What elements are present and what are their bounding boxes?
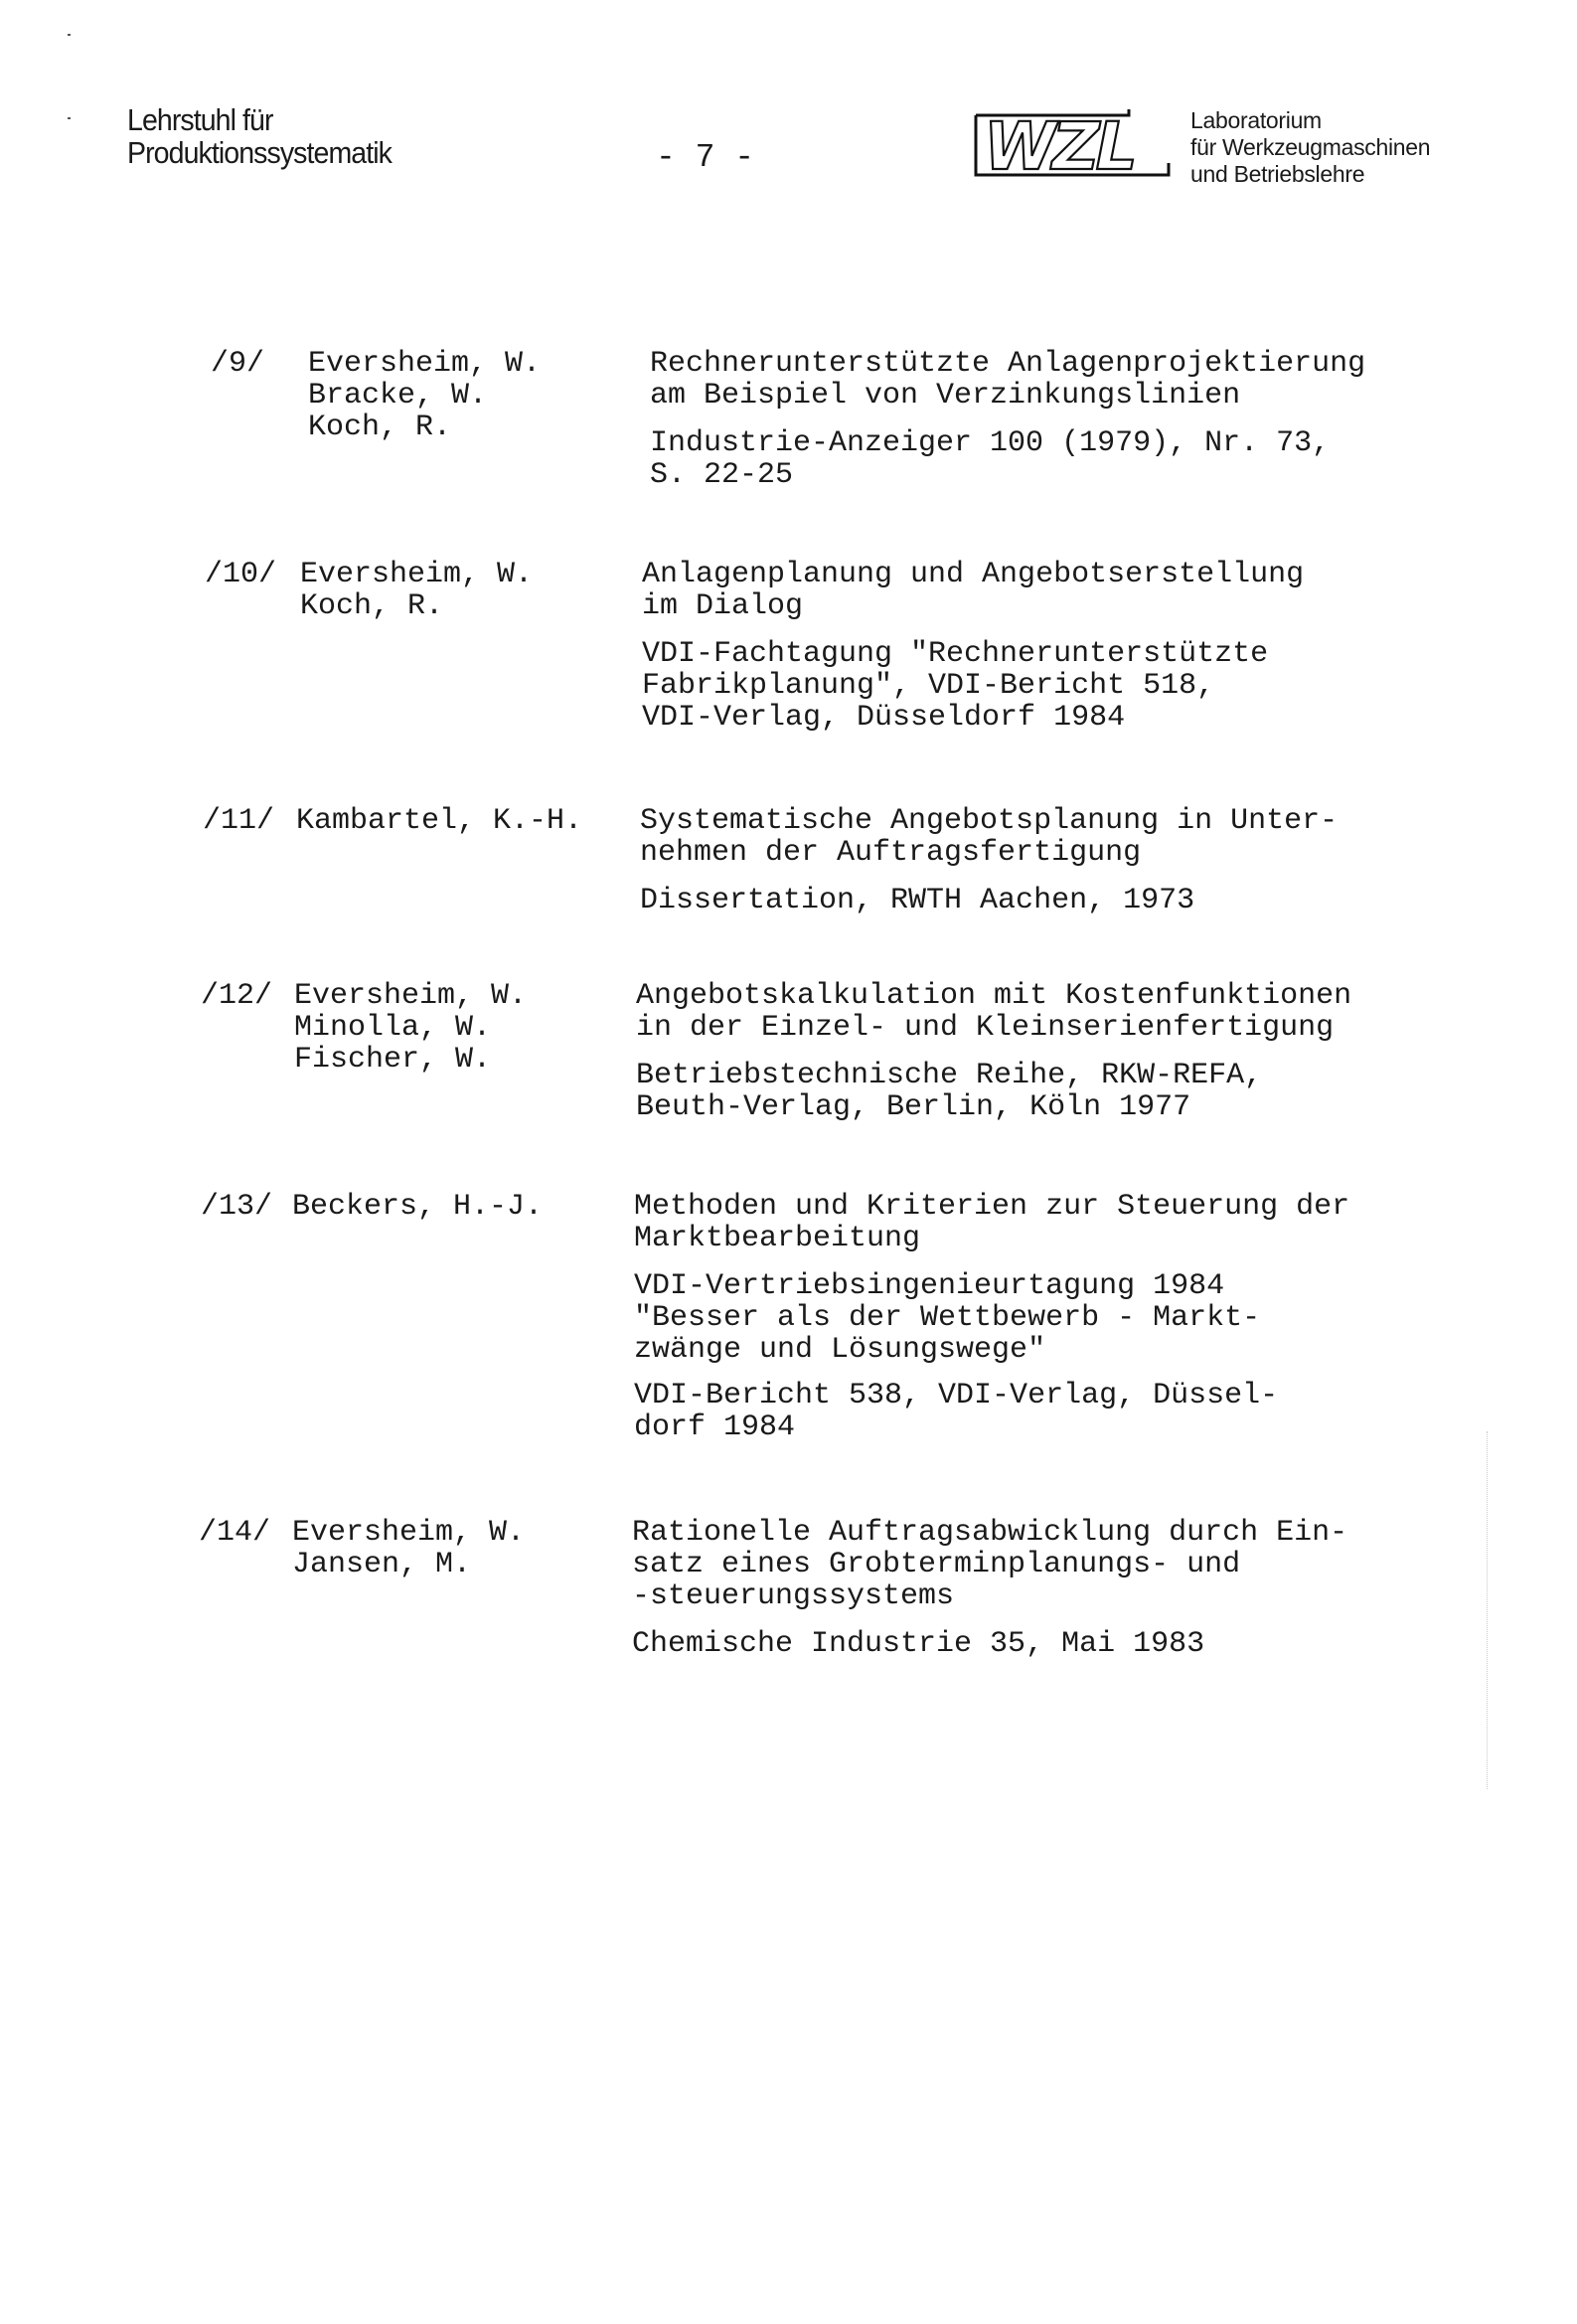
publication-line: VDI-Fachtagung "Rechnerunterstützte [642,637,1269,671]
reference-publication [634,1270,1409,1366]
reference-authors [292,1517,525,1580]
author: Koch, R. [308,411,452,444]
institution-line-2: Produktionssystematik [127,135,392,170]
institution-line-1: Lehrstuhl für [127,102,273,137]
author: Kambartel, K.-H. [296,804,583,838]
reference-authors [296,805,582,837]
author: Jansen, M. [292,1548,472,1581]
reference-publication [636,1060,1411,1123]
reference-text [642,559,1417,734]
reference-number: /13/ [201,1190,273,1224]
author: Eversheim, W. [308,347,542,381]
reference-title [636,980,1411,1044]
institution-name [127,103,392,169]
publication-line: S. 22-25 [650,458,794,492]
reference-number: /14/ [199,1516,271,1550]
title-line: -steuerungssystems [632,1579,955,1613]
author: Beckers, H.-J. [292,1190,544,1224]
reference-title [650,348,1425,412]
reference-publication [634,1380,1409,1443]
reference-number: /9/ [211,347,265,381]
reference-text [650,348,1425,491]
wzl-logo [970,105,1175,183]
reference-authors [300,559,533,622]
title-line: Methoden und Kriterien zur Steuerung der [634,1190,1350,1224]
laboratory-line-1: Laboratorium [1190,107,1322,133]
reference-authors [292,1191,543,1223]
author: Minolla, W. [294,1011,492,1045]
title-line: Rechnerunterstützte Anlagenprojektierung [650,347,1366,381]
publication-line: Betriebstechnische Reihe, RKW-REFA, [636,1059,1263,1092]
publication-line: VDI-Bericht 538, VDI-Verlag, Düssel- [634,1379,1279,1412]
laboratory-name [1190,107,1430,188]
page-number: - 7 - [656,139,755,176]
reference-text [636,980,1411,1123]
reference-publication [650,427,1425,491]
reference-title [640,805,1415,869]
reference-title [634,1191,1409,1254]
publication-line: Fabrikplanung", VDI-Bericht 518, [642,669,1215,703]
author: Eversheim, W. [292,1516,526,1550]
wzl-logo-lettering: WZL [984,108,1134,183]
publication-line: "Besser als der Wettbewerb - Markt- [634,1301,1261,1335]
reference-publication [632,1628,1407,1660]
title-line: am Beispiel von Verzinkungslinien [650,379,1241,413]
author: Eversheim, W. [294,979,528,1013]
publication-line: VDI-Verlag, Düsseldorf 1984 [642,701,1126,735]
author: Eversheim, W. [300,558,534,591]
reference-number: /10/ [205,558,277,591]
title-line: im Dialog [642,589,804,623]
author: Fischer, W. [294,1043,492,1077]
reference-number: /11/ [203,804,275,838]
scan-speck [68,117,71,119]
reference-authors [294,980,527,1076]
reference-publication [642,638,1417,734]
title-line: satz eines Grobterminplanungs- und [632,1548,1241,1581]
publication-line: VDI-Vertriebsingenieurtagung 1984 [634,1269,1225,1303]
reference-publication [640,885,1415,916]
publication-line: Chemische Industrie 35, Mai 1983 [632,1627,1205,1661]
title-line: Anlagenplanung und Angebotserstellung [642,558,1305,591]
publication-line: zwänge und Lösungswege" [634,1333,1046,1367]
reference-title [632,1517,1407,1612]
laboratory-line-3: und Betriebslehre [1190,161,1365,187]
reference-text [632,1517,1407,1660]
title-line: Angebotskalkulation mit Kostenfunktionen [636,979,1352,1013]
scan-edge-marks [1487,1431,1492,1789]
author: Bracke, W. [308,379,488,413]
publication-line: dorf 1984 [634,1411,796,1444]
title-line: nehmen der Auftragsfertigung [640,836,1142,870]
title-line: Systematische Angebotsplanung in Unter- [640,804,1339,838]
reference-text [634,1191,1409,1443]
scan-speck [68,34,71,36]
title-line: in der Einzel- und Kleinserienfertigung [636,1011,1335,1045]
author: Koch, R. [300,589,444,623]
publication-line: Industrie-Anzeiger 100 (1979), Nr. 73, [650,426,1331,460]
title-line: Marktbearbeitung [634,1222,921,1255]
publication-line: Dissertation, RWTH Aachen, 1973 [640,884,1195,917]
publication-line: Beuth-Verlag, Berlin, Köln 1977 [636,1090,1191,1124]
reference-authors [308,348,541,443]
reference-text [640,805,1415,916]
reference-title [642,559,1417,622]
reference-number: /12/ [201,979,273,1013]
title-line: Rationelle Auftragsabwicklung durch Ein- [632,1516,1348,1550]
laboratory-line-2: für Werkzeugmaschinen [1190,134,1431,160]
